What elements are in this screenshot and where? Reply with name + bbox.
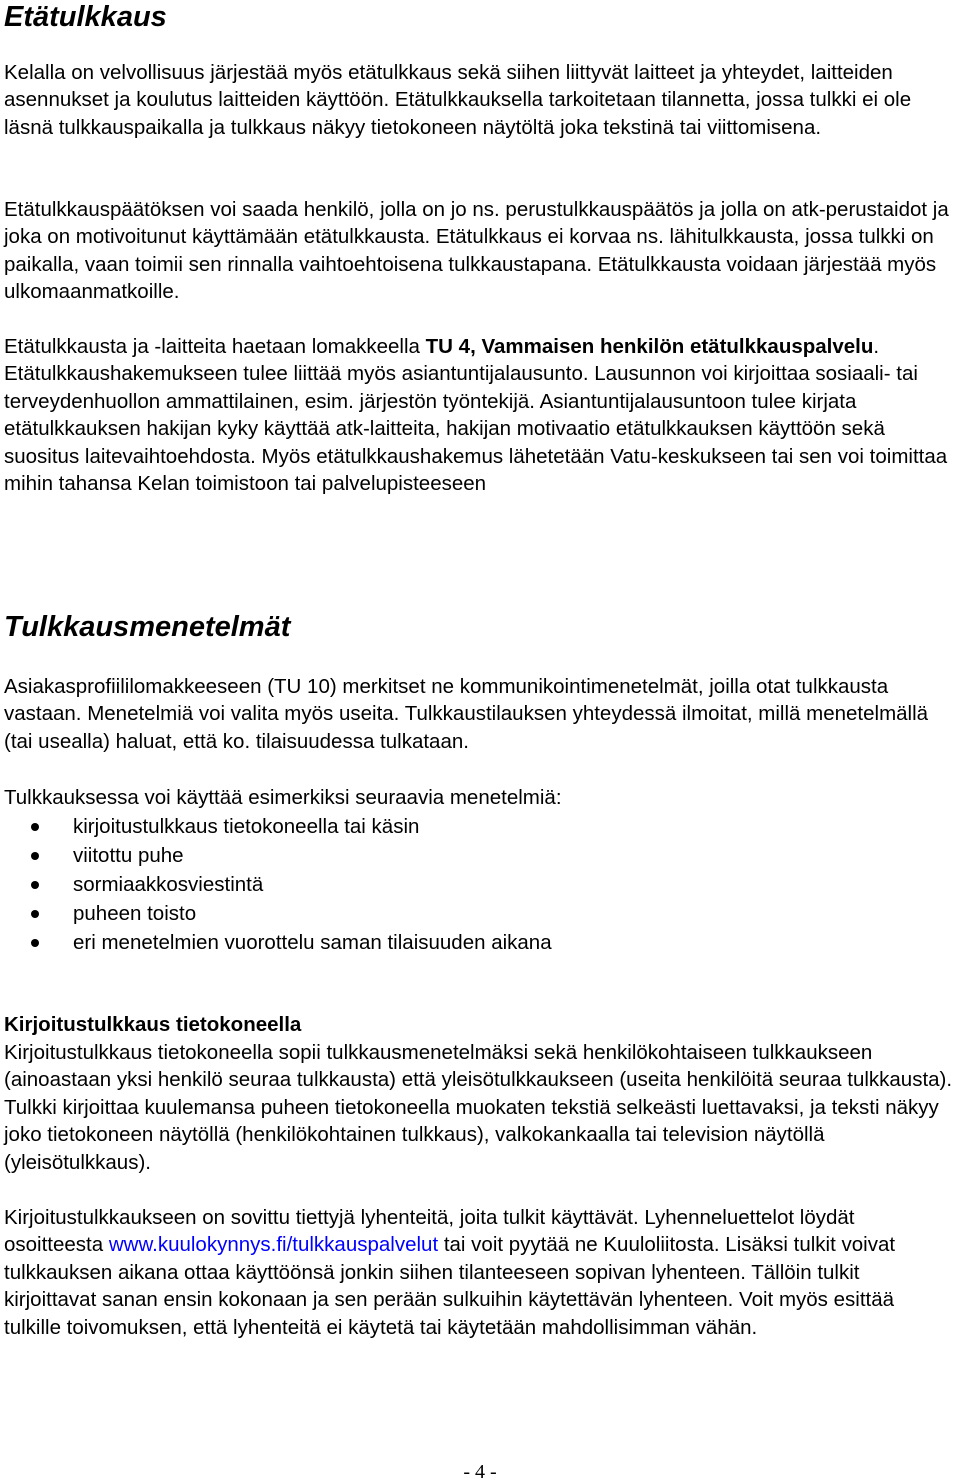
bullet-icon: [31, 910, 39, 918]
abbreviations-text-start: Kirjoitustulkkaukseen on sovittu tiettyjä lyhenteitä, joita tulkit käyttävät. Lyhenneluettelot löydät osoitteesta: [4, 1206, 855, 1257]
list-item: [4, 928, 954, 957]
list-item-text: puheen toisto: [73, 902, 197, 925]
bullet-icon: [31, 881, 39, 889]
kuulokynnys-link[interactable]: www.kuulokynnys.fi/tulkkauspalvelut: [108, 1233, 439, 1257]
list-item: [4, 812, 954, 841]
abbreviations-text-end: tai voit pyytää ne Kuuloliitosta. Lisäksi tulkit voivat tulkkauksen aikana ottaa käyttöönsä jonkin siihen tilanteeseen sopivan lyhenteen. Tällöin tulkit kirjoittavat sanan ensin kokonaan ja sen perään sulkuihin käytettävän lyhenteen. Voit myös esittää tulkille toivomuksen, että lyhenteitä ei käytetä tai käytetään mahdollisimman vähän.: [4, 1233, 896, 1339]
paragraph-kirjoitustulkkaus: Kirjoitustulkkaus tietokoneella sopii tulkkausmenetelmäksi sekä henkilökohtaiseen tulkkaukseen (ainoastaan yksi henkilö seuraa tulkkausta) että yleisötulkkaukseen (useita henkilöitä seuraa tulkkausta). Tulkki kirjoittaa kuulemansa puheen tietokoneella muokaten tekstiä selkeästi luettavaksi, ja teksti näkyy joko tietokoneen näytöllä (henkilökohtainen tulkkaus), valkokankaalla tai television näytöllä (yleisötulkkaus).: [4, 1041, 953, 1174]
paragraph-methods-intro: Asiakasprofiililomakkeeseen (TU 10) merkitset ne kommunikointimenetelmät, joilla otat tulkkausta vastaan. Menetelmiä voi valita myös useita. Tulkkaustilauksen yhteydessä ilmoitat, millä menetelmällä (tai usealla) haluat, että ko. tilaisuudessa tulkataan.: [4, 675, 929, 753]
methods-list: [4, 812, 954, 957]
bullet-icon: [31, 823, 39, 831]
heading-tulkkausmenetelmat: Tulkkausmenetelmät: [4, 611, 291, 643]
list-item-text: eri menetelmien vuorottelu saman tilaisuuden aikana: [73, 931, 552, 954]
paragraph-intro: Kelalla on velvollisuus järjestää myös etätulkkaus sekä siihen liittyvät laitteet ja yhteydet, laitteiden asennukset ja koulutus laitteiden käyttöön. Etätulkkauksella tarkoitetaan tilannetta, jossa tulkki ei ole läsnä tulkkauspaikalla ja tulkkaus näkyy tietokoneen näytöltä joka tekstinä tai viittomisena.: [4, 61, 912, 139]
list-item-text: kirjoitustulkkaus tietokoneella tai käsin: [73, 815, 420, 838]
paragraph-application: [4, 333, 954, 497]
page-number: - 4 -: [463, 1461, 497, 1483]
application-text-end: . Etätulkkaushakemukseen tulee liittää myös asiantuntijalausunto. Lausunnon voi kirjoittaa sosiaali- tai terveydenhuollon ammattilainen, esim. järjestön työntekijä. Asiantuntijalausuntoon tulee kirjata etätulkkauksen hakijan kyky käyttää atk-laitteita, hakijan motivaatio etätulkkauksen käyttöön sekä suositus laitevaihtoehdosta. Myös etätulkkaushakemus lähetetään Vatu-keskukseen tai sen voi toimittaa mihin tahansa Kelan toimistoon tai palvelupisteeseen: [4, 335, 948, 496]
paragraph-abbreviations: [4, 1204, 954, 1341]
bullet-icon: [31, 939, 39, 947]
paragraph-methods-lead: Tulkkauksessa voi käyttää esimerkiksi seuraavia menetelmiä:: [4, 786, 562, 809]
list-item: [4, 841, 954, 870]
paragraph-eligibility: Etätulkkauspäätöksen voi saada henkilö, jolla on jo ns. perustulkkauspäätös ja jolla on atk-perustaidot ja joka on motivoitunut käyttämään etätulkkausta. Etätulkkaus ei korvaa ns. lähitulkkausta, jossa tulkki on paikalla, vaan toimii sen rinnalla vaihtoehtoisena tulkkaustapana. Etätulkkausta voidaan järjestää myös ulkomaanmatkoille.: [4, 198, 949, 304]
list-item: [4, 899, 954, 928]
list-item-text: viitottu puhe: [73, 844, 184, 867]
form-name: TU 4, Vammaisen henkilön etätulkkauspalvelu: [425, 335, 874, 358]
heading-etatulkkaus: Etätulkkaus: [4, 1, 167, 33]
list-item-text: sormiaakkosviestintä: [73, 873, 264, 896]
heading-kirjoitustulkkaus: Kirjoitustulkkaus tietokoneella: [4, 1013, 302, 1036]
list-item: [4, 870, 954, 899]
application-text-start: Etätulkkausta ja -laitteita haetaan lomakkeella: [4, 335, 426, 358]
bullet-icon: [31, 852, 39, 860]
